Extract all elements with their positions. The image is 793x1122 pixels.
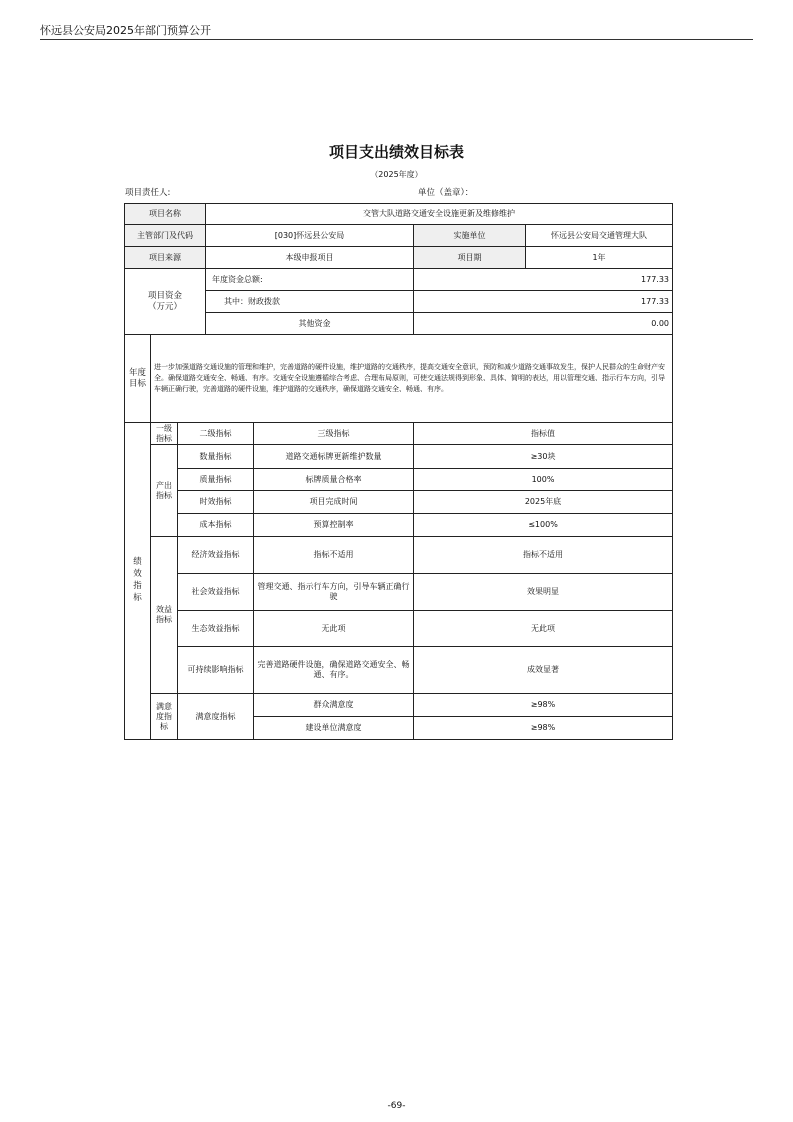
col-value: 指标值: [414, 423, 673, 445]
period-value: 1年: [526, 247, 673, 269]
satisfaction-value: ≥98%: [414, 717, 673, 740]
dept-value: [030]怀远县公安局: [206, 225, 414, 247]
dept-label: 主管部门及代码: [125, 225, 206, 247]
col-level3: 三级指标: [254, 423, 414, 445]
funds-total-label: 年度资金总额:: [206, 269, 414, 291]
benefit-l2: 可持续影响指标: [178, 647, 254, 694]
benefit-l2: 社会效益指标: [178, 574, 254, 611]
col-level1: 一级 指标: [151, 423, 178, 445]
benefit-l2: 经济效益指标: [178, 537, 254, 574]
output-l2: 时效指标: [178, 491, 254, 514]
output-value: ≥30块: [414, 445, 673, 469]
impl-label: 实施单位: [414, 225, 526, 247]
source-value: 本级申报项目: [206, 247, 414, 269]
output-l2: 成本指标: [178, 514, 254, 537]
output-label: 产出 指标: [151, 445, 178, 537]
year-label: （2025年度）: [370, 170, 423, 179]
output-l3: 标牌质量合格率: [254, 469, 414, 491]
satisfaction-l3: 群众满意度: [254, 694, 414, 717]
source-label: 项目来源: [125, 247, 206, 269]
funds-total-value: 177.33: [414, 269, 673, 291]
output-l3: 预算控制率: [254, 514, 414, 537]
project-name-label: 项目名称: [125, 204, 206, 225]
output-l2: 质量指标: [178, 469, 254, 491]
benefit-l3: 指标不适用: [254, 537, 414, 574]
satisfaction-l3: 建设单位满意度: [254, 717, 414, 740]
output-value: ≤100%: [414, 514, 673, 537]
benefit-l3: 无此项: [254, 611, 414, 647]
output-l3: 项目完成时间: [254, 491, 414, 514]
output-l2: 数量指标: [178, 445, 254, 469]
output-value: 100%: [414, 469, 673, 491]
benefit-value: 指标不适用: [414, 537, 673, 574]
benefit-l3: 完善道路硬件设施，确保道路交通安全、畅通、有序。: [254, 647, 414, 694]
satisfaction-label: 满意 度指 标: [151, 694, 178, 740]
impl-value: 怀远县公安局交通管理大队: [526, 225, 673, 247]
satisfaction-value: ≥98%: [414, 694, 673, 717]
funds-fin-value: 177.33: [414, 291, 673, 313]
output-value: 2025年底: [414, 491, 673, 514]
goal-label: 年度 目标: [125, 335, 151, 423]
benefit-value: 效果明显: [414, 574, 673, 611]
period-label: 项目期: [414, 247, 526, 269]
benefit-label: 效益 指标: [151, 537, 178, 694]
funds-other-label: 其他资金: [206, 313, 414, 335]
benefit-l3: 管理交通、指示行车方向，引导车辆正确行驶: [254, 574, 414, 611]
benefit-value: 无此项: [414, 611, 673, 647]
perf-label: 绩 效 指 标: [125, 423, 151, 740]
goal-text: 进一步加强道路交通设施的管理和维护，完善道路的硬件设施，维护道路的交通秩序，提高交通安全意识，预防和减少道路交通事故发生，保护人民群众的生命财产安全。确保道路交通安全、畅通、有序。交通安全设施遵循综合考虑、合理布局原则，可使交通法规得到形象、具体、简明的表达，用以管理交通、指示行车方向，引导车辆正确行驶，完善道路的硬件设施，维护道路的交通秩序，确保道路交通安全、畅通、有序。: [151, 335, 673, 423]
page-number: -69-: [387, 1101, 406, 1111]
performance-table: [124, 203, 673, 740]
funds-other-value: 0.00: [414, 313, 673, 335]
project-name-value: 交管大队道路交通安全设施更新及维修维护: [206, 204, 673, 225]
benefit-l2: 生态效益指标: [178, 611, 254, 647]
responsible-label: 项目责任人:: [125, 188, 171, 198]
funds-label: 项目资金 （万元）: [125, 269, 206, 335]
page-title: 项目支出绩效目标表: [328, 143, 464, 161]
unit-label: 单位（盖章）：: [418, 188, 474, 198]
funds-fin-label: 其中：财政拨款: [206, 291, 414, 313]
col-level2: 二级指标: [178, 423, 254, 445]
benefit-value: 成效显著: [414, 647, 673, 694]
header-divider: [40, 39, 753, 40]
output-l3: 道路交通标牌更新维护数量: [254, 445, 414, 469]
satisfaction-l2: 满意度指标: [178, 694, 254, 740]
page-header: 怀远县公安局2025年部门预算公开: [40, 24, 211, 37]
